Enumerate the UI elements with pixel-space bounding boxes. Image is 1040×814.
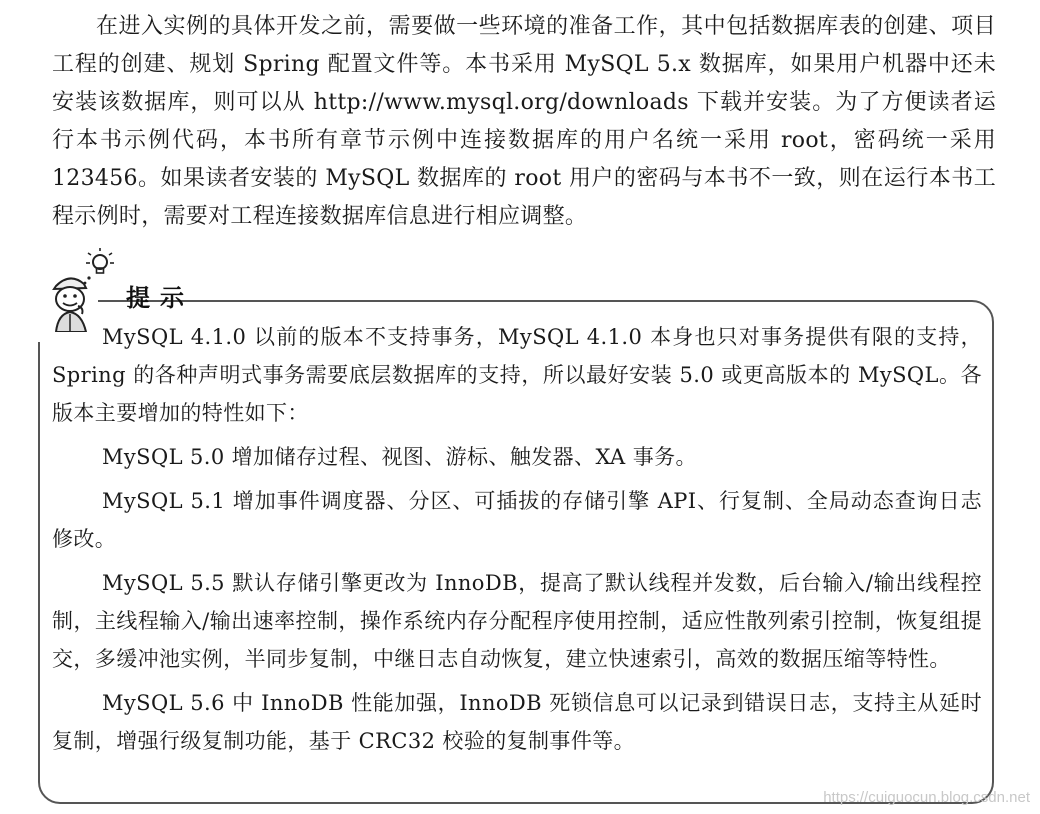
- tip-paragraph: MySQL 5.5 默认存储引擎更改为 InnoDB，提高了默认线程并发数，后台输入/输出线程控制，主线程输入/输出速率控制，操作系统内存分配程序使用控制，适应性散列索引控制，恢复组提交，多缓冲池实例，半同步复制，中继日志自动恢复，建立快速索引，高效的数据压缩等特性。: [52, 571, 982, 671]
- tip-title: 提示: [126, 284, 194, 312]
- tip-paragraph: MySQL 4.1.0 以前的版本不支持事务，MySQL 4.1.0 本身也只对事务提供有限的支持，Spring 的各种声明式事务需要底层数据库的支持，所以最好安装 5.0 或更高版本的 MySQL。各版本主要增加的特性如下：: [52, 325, 982, 425]
- intro-paragraph: 在进入实例的具体开发之前，需要做一些环境的准备工作，其中包括数据库表的创建、项目工程的创建、规划 Spring 配置文件等。本书采用 MySQL 5.x 数据库，如果用户机器中还未安装该数据库，则可以从 http://www.mysql.org/downloads 下载并安装。为了方便读者运行本书示例代码，本书所有章节示例中连接数据库的用户名统一采用 root，密码统一采用 123456。如果读者安装的 MySQL 数据库的 root 用户的密码与本书不一致，则在运行本书工程示例时，需要对工程连接数据库信息进行相应调整。: [52, 14, 996, 229]
- tip-paragraph: MySQL 5.1 增加事件调度器、分区、可插拔的存储引擎 API、行复制、全局动态查询日志修改。: [52, 489, 982, 551]
- watermark: https://cuiguocun.blog.csdn.net: [823, 789, 1030, 806]
- tip-paragraph: MySQL 5.0 增加储存过程、视图、游标、触发器、XA 事务。: [102, 445, 697, 469]
- tip-body: [52, 318, 982, 760]
- tip-paragraph: MySQL 5.6 中 InnoDB 性能加强，InnoDB 死锁信息可以记录到错误日志，支持主从延时复制，增强行级复制功能，基于 CRC32 校验的复制事件等。: [52, 691, 982, 753]
